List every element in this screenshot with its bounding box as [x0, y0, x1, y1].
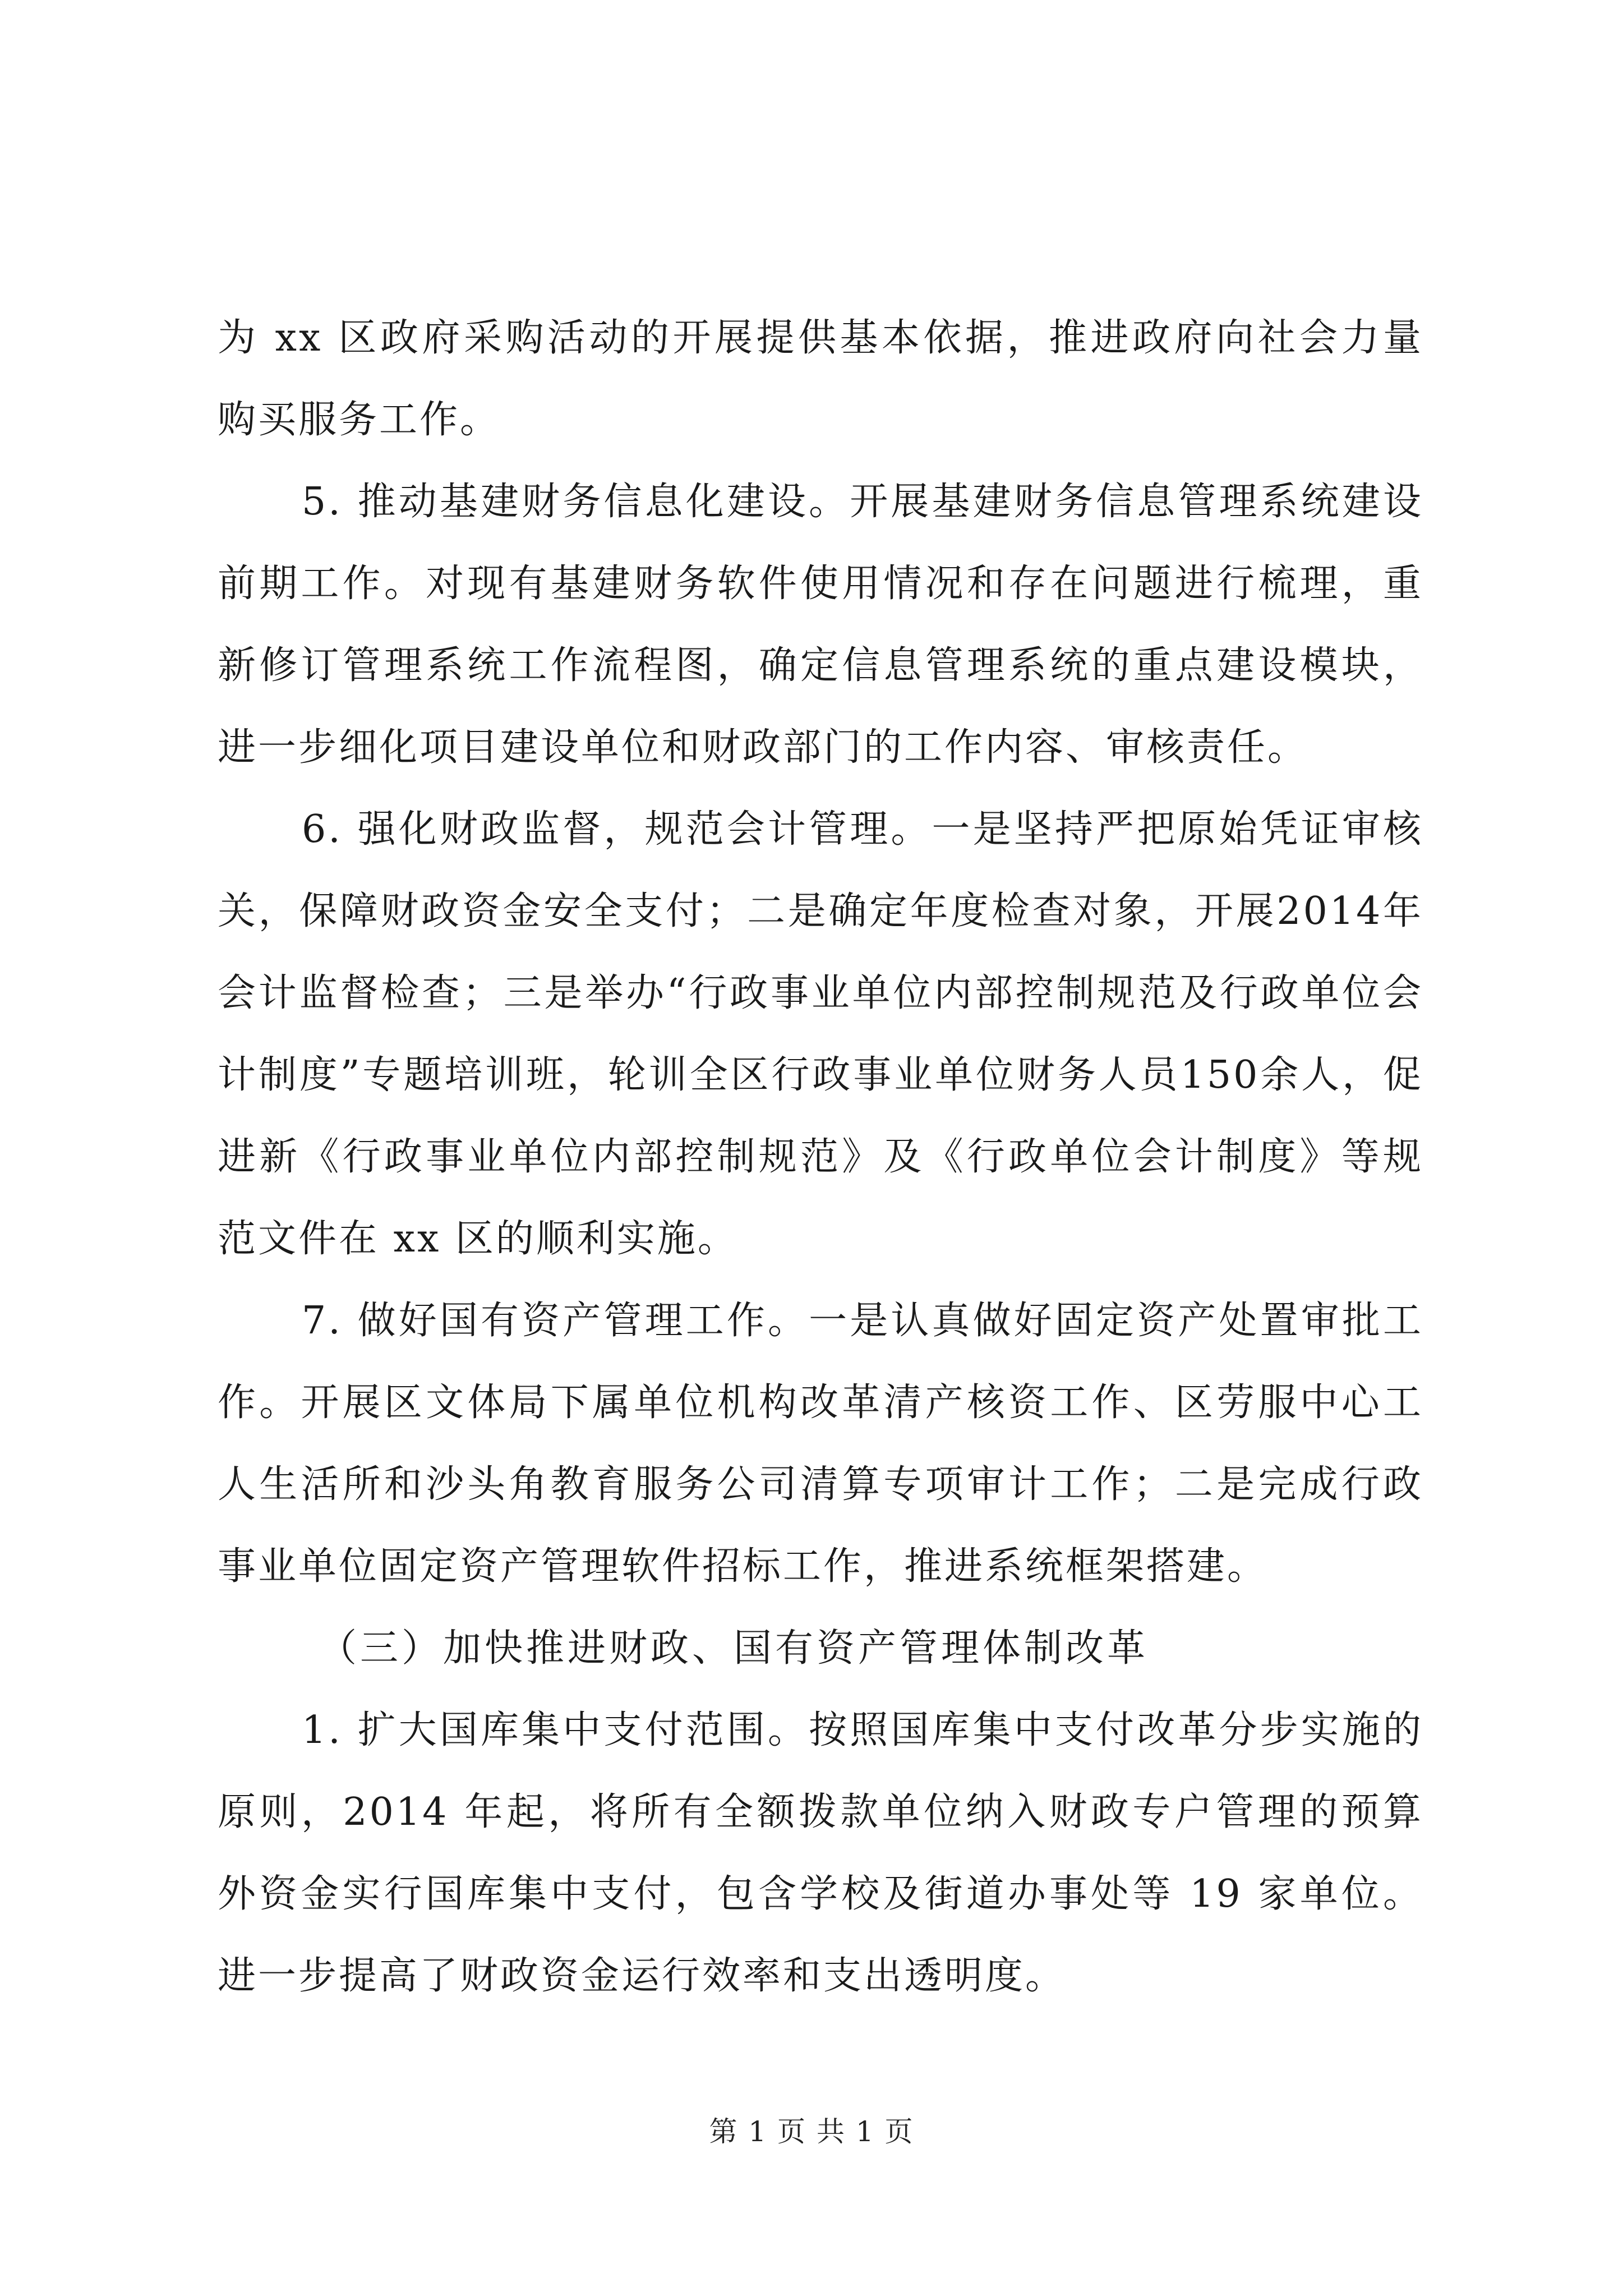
paragraph-item-7: 7. 做好国有资产管理工作。一是认真做好固定资产处置审批工作。开展区文体局下属单位机构改革清产核资工作、区劳服中心工人生活所和沙头角教育服务公司清算专项审计工作；二是完成行政事业单位固定资产管理软件招标工作，推进系统框架搭建。: [218, 1299, 1423, 1589]
paragraph-intro: 为 xx 区政府采购活动的开展提供基本依据，推进政府向社会力量购买服务工作。: [218, 316, 1423, 442]
paragraph-item-6: 6. 强化财政监督，规范会计管理。一是坚持严把原始凭证审核关，保障财政资金安全支付；二是确定年度检查对象，开展2014年会计监督检查；三是举办“行政事业单位内部控制规范及行政单位会计制度”专题培训班，轮训全区行政事业单位财务人员150余人，促进新《行政事业单位内部控制规范》及《行政单位会计制度》等规范文件在 xx 区的顺利实施。: [218, 807, 1423, 1261]
paragraph-item-5: 5. 推动基建财务信息化建设。开展基建财务信息管理系统建设前期工作。对现有基建财务软件使用情况和存在问题进行梳理，重新修订管理系统工作流程图，确定信息管理系统的重点建设模块，进一步细化项目建设单位和财政部门的工作内容、审核责任。: [218, 480, 1423, 770]
paragraph-section-item-1: 1. 扩大国库集中支付范围。按照国库集中支付改革分步实施的原则，2014 年起，将所有全额拨款单位纳入财政专户管理的预算外资金实行国库集中支付，包含学校及街道办事处等 19 家单位。进一步提高了财政资金运行效率和支出透明度。: [218, 1708, 1423, 1998]
section-heading: （三）加快推进财政、国有资产管理体制改革: [319, 1626, 1149, 1671]
document-body: [218, 297, 1423, 2017]
page-footer: 第 1 页 共 1 页: [709, 2115, 914, 2148]
